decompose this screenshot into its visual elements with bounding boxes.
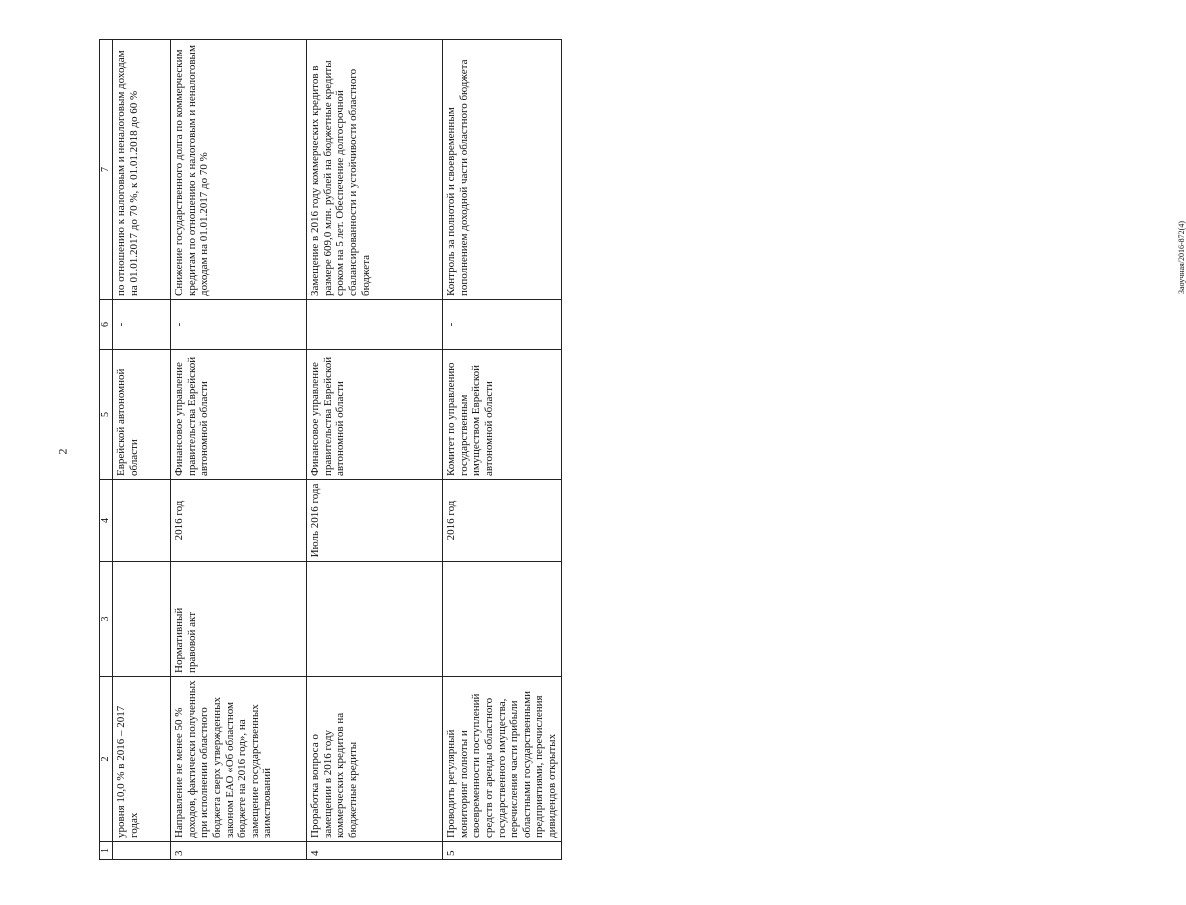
measure-cell: Проводить регулярный мониторинг полноты и своевременности поступлений средств от аренды областного государственного имущества, перечисления части прибыли областными государственными предприятиями, перечисления дивидендов открытых bbox=[443, 677, 562, 842]
column-number: 6 bbox=[100, 300, 113, 350]
deadline-cell: 2016 год bbox=[171, 480, 307, 562]
measure-cell: Направление не менее 50 % доходов, фактически полученных при исполнении областного бюджета сверх утвержденных законом ЕАО «Об областном бюджете на 2016 год», на замещение государственных заимствований bbox=[171, 677, 307, 842]
document-type-cell: Нормативный правовой акт bbox=[171, 562, 307, 677]
table-row bbox=[113, 40, 171, 860]
measure-cell: уровня 10,0 % в 2016 – 2017 годах bbox=[113, 677, 171, 842]
result-cell: по отношению к налоговым и неналоговым доходам на 01.01.2017 до 70 %, к 01.01.2018 до 60 % bbox=[113, 40, 171, 300]
document-type-cell bbox=[113, 562, 171, 677]
table-row bbox=[443, 40, 562, 860]
column-number: 3 bbox=[100, 562, 113, 677]
column-number: 1 bbox=[100, 842, 113, 860]
effect-cell: - bbox=[113, 300, 171, 350]
column-number: 2 bbox=[100, 677, 113, 842]
table-row bbox=[171, 40, 307, 860]
result-cell: Замещение в 2016 году коммерческих кредитов в размере 609,0 млн. рублей на бюджетные кредиты сроком на 5 лет. Обеспечение долгосрочной сбалансированности и устойчивости областного бюджета bbox=[307, 40, 443, 300]
row-index: 4 bbox=[307, 842, 443, 860]
effect-cell bbox=[307, 300, 443, 350]
responsible-cell: Комитет по управлению государственным имуществом Еврейской автономной области bbox=[443, 350, 562, 480]
table-header-row bbox=[100, 40, 113, 860]
document-type-cell bbox=[307, 562, 443, 677]
column-number: 4 bbox=[100, 480, 113, 562]
table-row bbox=[307, 40, 443, 860]
document-table-container bbox=[99, 40, 559, 860]
effect-cell: - bbox=[171, 300, 307, 350]
deadline-cell bbox=[113, 480, 171, 562]
effect-cell: - bbox=[443, 300, 562, 350]
row-index: 3 bbox=[171, 842, 307, 860]
responsible-cell: Финансовое управление правительства Еврейской автономной области bbox=[171, 350, 307, 480]
column-number: 5 bbox=[100, 350, 113, 480]
row-index bbox=[113, 842, 171, 860]
responsible-cell: Финансовое управление правительства Еврейской автономной области bbox=[307, 350, 443, 480]
result-cell: Снижение государственного долга по коммерческим кредитам по отношению к налоговым и неналоговым доходам на 01.01.2017 до 70 % bbox=[171, 40, 307, 300]
column-number: 7 bbox=[100, 40, 113, 300]
responsible-cell: Еврейской автономной области bbox=[113, 350, 171, 480]
page-number: 2 bbox=[55, 448, 70, 455]
document-table bbox=[99, 39, 562, 860]
deadline-cell: Июль 2016 года bbox=[307, 480, 443, 562]
document-type-cell bbox=[443, 562, 562, 677]
row-index: 5 bbox=[443, 842, 562, 860]
measure-cell: Проработка вопроса о замещении в 2016 году коммерческих кредитов на бюджетные кредиты bbox=[307, 677, 443, 842]
deadline-cell: 2016 год bbox=[443, 480, 562, 562]
result-cell: Контроль за полнотой и своевременным пополнением доходной части областного бюджета bbox=[443, 40, 562, 300]
footer-mark: Заоучная/2016-872(4) bbox=[1177, 220, 1186, 294]
